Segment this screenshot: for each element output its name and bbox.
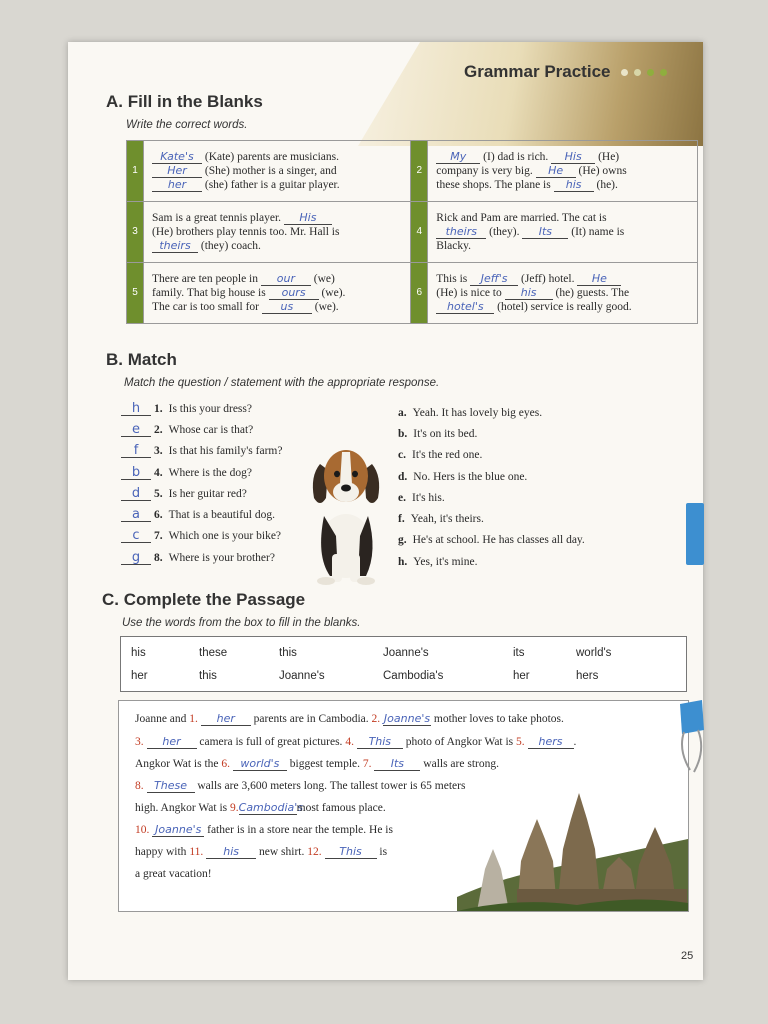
match-answer[interactable]: b (121, 466, 151, 480)
word-item: his (131, 647, 146, 659)
answer-blank[interactable]: Kate's (152, 151, 202, 164)
question-row: b 4. Where is the dog? (121, 462, 371, 483)
response-row: b. It's on its bed. (398, 427, 478, 440)
answer-blank[interactable]: Jeff's (470, 273, 518, 286)
answer-blank[interactable]: My (436, 151, 480, 164)
question-row: a 6. That is a beautiful dog. (121, 504, 371, 525)
passage-box (118, 700, 689, 912)
question-row: d 5. Is her guitar red? (121, 483, 371, 504)
page-header-title: Grammar Practice (464, 62, 611, 81)
answer-blank[interactable]: Joanne's (152, 824, 204, 837)
fill-item-1: Kate's (Kate) parents are musicians. Her (She) mother is a singer, and her (she) father is a guitar player. (144, 141, 411, 202)
answer-blank[interactable]: Its (374, 758, 420, 771)
passage-line-7: happy with 11. his new shirt. 12. This is (135, 845, 388, 858)
passage-line-5: high. Angkor Wat is 9.Cambodia'smost famous place. (135, 801, 386, 814)
answer-blank[interactable]: his (505, 287, 553, 300)
section-a-instruction: Write the correct words. (126, 119, 248, 131)
answer-blank[interactable]: her (201, 713, 251, 726)
answer-blank[interactable]: his (554, 179, 594, 192)
answer-blank[interactable]: Joanne's (383, 712, 431, 725)
answer-blank[interactable]: theirs (436, 226, 486, 239)
word-item: this (199, 670, 217, 682)
answer-blank[interactable]: her (152, 179, 202, 192)
section-c-title: C. Complete the Passage (102, 590, 306, 609)
response-row: h. Yes, it's mine. (398, 555, 478, 568)
item-number: 5 (127, 263, 144, 324)
fill-item-5: There are ten people in our (we) family. That big house is ours (we). The car is too small for us (we). (144, 263, 411, 324)
passage-line-8: a great vacation! (135, 868, 212, 880)
item-number: 4 (411, 202, 428, 263)
fill-item-2: My (I) dad is rich. His (He) company is very big. He (He) owns these shops. The plane is his (he). (428, 141, 698, 202)
word-item: its (513, 647, 525, 659)
passage-line-4: 8. These walls are 3,600 meters long. The tallest tower is 65 meters (135, 779, 466, 792)
answer-blank[interactable]: This (325, 846, 377, 859)
match-answer[interactable]: f (121, 444, 151, 458)
section-b-instruction: Match the question / statement with the appropriate response. (124, 377, 440, 389)
response-row: f. Yeah, it's theirs. (398, 513, 484, 526)
response-row: a. Yeah. It has lovely big eyes. (398, 406, 543, 419)
match-answer[interactable]: a (121, 508, 151, 522)
word-item: Cambodia's (383, 670, 444, 682)
section-b-title: B. Match (106, 350, 177, 369)
fill-item-6: This is Jeff's (Jeff) hotel. He (He) is nice to his (he) guests. The hotel's (hotel) service is really good. (428, 263, 698, 324)
word-item: Joanne's (383, 647, 429, 659)
header-dots (621, 69, 667, 76)
answer-blank[interactable]: world's (233, 758, 287, 771)
response-row: c. It's the red one. (398, 449, 483, 462)
header-banner (358, 42, 703, 146)
angkor-wat-image (457, 769, 688, 911)
word-item: world's (576, 647, 612, 659)
question-row: g 8. Where is your brother? (121, 547, 371, 568)
word-item: her (513, 670, 530, 682)
blue-clip-icon (686, 503, 704, 565)
beagle-dog-image (302, 436, 390, 586)
word-item: these (199, 647, 228, 659)
page-number: 25 (681, 950, 694, 962)
answer-blank[interactable]: These (147, 780, 195, 793)
match-answer[interactable]: g (121, 551, 151, 565)
question-row: c 7. Which one is your bike? (121, 526, 371, 547)
answer-blank[interactable]: our (261, 273, 311, 286)
fill-item-3: Sam is a great tennis player. His (He) brothers play tennis too. Mr. Hall is theirs (they) coach. (144, 202, 411, 263)
section-a-title: A. Fill in the Blanks (106, 92, 263, 111)
item-number: 1 (127, 141, 144, 202)
answer-blank[interactable]: He (536, 165, 576, 178)
binder-clip-icon (676, 700, 706, 776)
answer-blank[interactable]: hotel's (436, 301, 494, 314)
workbook-page (68, 42, 703, 980)
answer-blank[interactable]: His (551, 151, 595, 164)
question-row: h 1. Is this your dress? (121, 398, 371, 419)
answer-blank[interactable]: theirs (152, 240, 198, 253)
item-number: 3 (127, 202, 144, 263)
item-number: 6 (411, 263, 428, 324)
question-row: e 2. Whose car is that? (121, 419, 371, 440)
word-item: hers (576, 670, 599, 682)
question-row: f 3. Is that his family's farm? (121, 441, 371, 462)
answer-blank[interactable]: This (357, 736, 403, 749)
response-row: d. No. Hers is the blue one. (398, 470, 528, 483)
word-item: her (131, 670, 148, 682)
response-row: g. He's at school. He has classes all day. (398, 534, 585, 547)
fill-item-4: Rick and Pam are married. The cat is theirs (they). Its (It) name is Blacky. (428, 202, 698, 263)
word-item: this (279, 647, 297, 659)
match-answer[interactable]: h (121, 402, 151, 416)
passage-line-2: 3. her camera is full of great pictures. 4. This photo of Angkor Wat is 5. hers . (135, 735, 577, 748)
answer-blank[interactable]: His (284, 212, 332, 225)
answer-blank[interactable]: ours (269, 287, 319, 300)
answer-blank[interactable]: Her (152, 165, 202, 178)
passage-line-1: Joanne and 1. her parents are in Cambodia. 2. Joanne's mother loves to take photos. (135, 712, 564, 725)
answer-blank[interactable]: Cambodia's (238, 801, 304, 814)
item-number: 2 (411, 141, 428, 202)
match-answer[interactable]: c (121, 529, 151, 543)
answer-blank[interactable]: her (147, 736, 197, 749)
passage-line-3: Angkor Wat is the 6. world's biggest temple. 7. Its walls are strong. (135, 757, 499, 770)
answer-blank[interactable]: his (206, 846, 256, 859)
answer-blank[interactable]: Its (522, 226, 568, 239)
word-item: Joanne's (279, 670, 325, 682)
answer-blank[interactable]: us (262, 301, 312, 314)
fill-in-table (126, 140, 698, 324)
answer-blank[interactable]: He (577, 273, 621, 286)
word-box (120, 636, 687, 692)
match-answer[interactable]: e (121, 423, 151, 437)
section-c-instruction: Use the words from the box to fill in the blanks. (122, 617, 361, 629)
passage-line-6: 10. Joanne's father is in a store near the temple. He is (135, 823, 393, 836)
match-answer[interactable]: d (121, 487, 151, 501)
response-row: e. It's his. (398, 491, 445, 504)
response-list (398, 402, 688, 572)
answer-blank[interactable]: hers (528, 736, 574, 749)
